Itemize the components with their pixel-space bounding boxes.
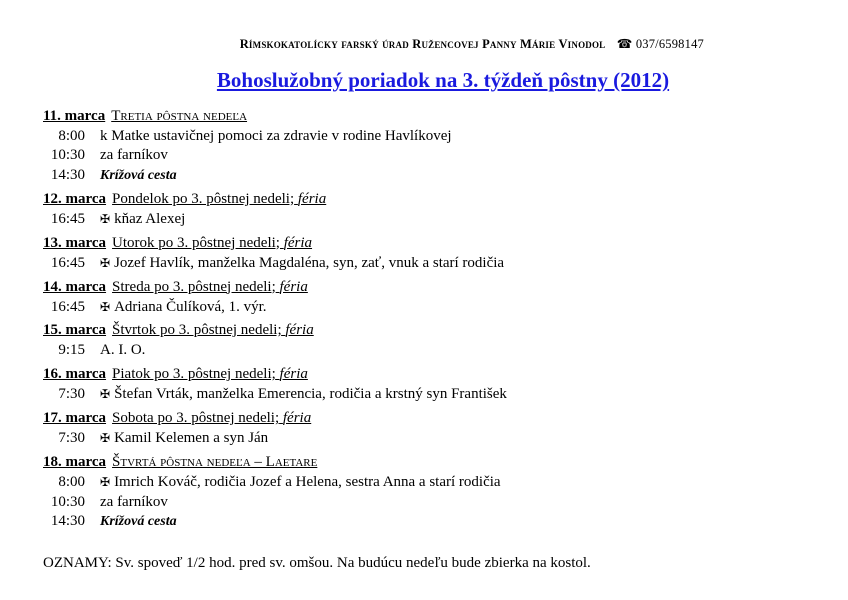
mass-time: 10:30 <box>50 493 85 510</box>
mass-row <box>43 429 823 448</box>
mass-time: 16:45 <box>50 210 85 227</box>
day-date: 16. marca <box>43 366 107 383</box>
cross-icon: ✠ <box>100 387 111 402</box>
cross-icon: ✠ <box>100 475 111 490</box>
day-name: Štvrtok po 3. pôstnej nedeli; <box>112 322 282 339</box>
mass-time: 7:30 <box>58 386 85 403</box>
day-heading-underlined <box>43 108 247 124</box>
feria-label: féria <box>297 190 327 207</box>
mass-row <box>43 473 823 492</box>
schedule-list <box>43 106 823 535</box>
mass-intention-text: za farníkov <box>100 147 168 164</box>
feria-label: féria <box>283 234 313 251</box>
announcements: OZNAMY: Sv. spoveď 1/2 hod. pred sv. omšou. Na budúcu nedeľu bude zbierka na kostol. <box>43 555 591 571</box>
day-heading-underlined <box>43 454 317 470</box>
mass-intention-text: za farníkov <box>100 493 168 510</box>
mass-row <box>43 254 823 273</box>
day-name: Štvrtá pôstna nedeľa – Laetare <box>112 454 318 471</box>
day-date: 14. marca <box>43 278 107 295</box>
mass-intention-text: Jozef Havlík, manželka Magdaléna, syn, zať, vnuk a starí rodičia <box>114 254 505 271</box>
day-heading-underlined <box>43 366 308 382</box>
page-title: Bohoslužobný poriadok na 3. týždeň pôstny (2012) <box>216 68 670 92</box>
day-heading <box>43 233 823 254</box>
mass-intention-text: k Matke ustavičnej pomoci za zdravie v rodine Havlíkovej <box>100 128 452 144</box>
mass-intention <box>100 473 501 492</box>
day-heading <box>43 364 823 385</box>
parish-name: Rímskokatolícky farský úrad Ružencovej Panny Márie Vinodol <box>239 37 606 51</box>
day-date: 15. marca <box>43 322 107 339</box>
day-heading <box>43 106 823 127</box>
mass-intention-text: Štefan Vrták, manželka Emerencia, rodičia a krstný syn František <box>114 386 507 403</box>
day-date: 13. marca <box>43 234 107 251</box>
day-heading-underlined <box>43 322 314 338</box>
mass-row <box>43 166 823 185</box>
mass-intention <box>100 254 504 273</box>
day-heading <box>43 408 823 429</box>
mass-intention <box>100 127 452 146</box>
mass-intention <box>100 210 185 229</box>
telephone-icon: ☎ <box>616 37 633 51</box>
mass-intention-text: Krížová cesta <box>100 167 177 183</box>
day-name: Pondelok po 3. pôstnej nedeli; <box>112 190 295 207</box>
feria-label: féria <box>282 410 312 427</box>
cross-icon: ✠ <box>100 431 111 446</box>
mass-intention <box>100 298 267 317</box>
day-date: 18. marca <box>43 454 107 471</box>
day-heading <box>43 189 823 210</box>
mass-time: 16:45 <box>50 254 85 271</box>
mass-time: 9:15 <box>58 342 85 359</box>
mass-time: 14:30 <box>50 166 85 183</box>
day-date: 17. marca <box>43 410 107 427</box>
day-name: Tretia pôstna nedeľa <box>111 108 248 124</box>
mass-row <box>43 341 823 360</box>
day-block <box>43 106 823 185</box>
mass-intention-text: kňaz Alexej <box>114 210 186 227</box>
day-block <box>43 364 823 404</box>
mass-time: 8:00 <box>58 128 85 144</box>
parish-header <box>240 36 704 52</box>
cross-icon: ✠ <box>100 211 111 226</box>
cross-icon: ✠ <box>100 299 111 314</box>
day-heading-underlined <box>43 191 326 207</box>
day-heading-underlined <box>43 279 308 295</box>
day-heading-underlined <box>43 235 312 251</box>
feria-label: féria <box>285 322 314 339</box>
mass-intention-text: A. I. O. <box>100 342 146 359</box>
mass-time: 10:30 <box>50 147 85 164</box>
mass-row <box>43 512 823 531</box>
mass-intention <box>100 493 168 512</box>
day-block <box>43 320 823 360</box>
mass-intention <box>100 166 177 185</box>
mass-time: 16:45 <box>50 298 85 315</box>
mass-intention <box>100 385 507 404</box>
day-date: 12. marca <box>43 190 107 207</box>
day-block <box>43 277 823 317</box>
mass-intention-text: Adriana Čulíková, 1. výr. <box>114 298 267 315</box>
day-block <box>43 452 823 531</box>
mass-time: 14:30 <box>50 512 85 529</box>
day-block <box>43 233 823 273</box>
day-name: Piatok po 3. pôstnej nedeli; <box>112 366 276 383</box>
mass-intention-text: Kamil Kelemen a syn Ján <box>114 430 269 447</box>
mass-time: 7:30 <box>58 430 85 447</box>
feria-label: féria <box>279 366 308 383</box>
feria-label: féria <box>279 278 308 295</box>
day-heading <box>43 320 823 341</box>
mass-intention-text: Imrich Kováč, rodičia Jozef a Helena, sestra Anna a starí rodičia <box>114 474 501 491</box>
phone-number: 037/6598147 <box>635 37 704 51</box>
day-heading-underlined <box>43 410 311 426</box>
mass-row <box>43 210 823 229</box>
mass-row <box>43 385 823 404</box>
phone-number-block <box>617 37 704 51</box>
day-date: 11. marca <box>43 108 106 124</box>
cross-icon: ✠ <box>100 255 111 270</box>
mass-row <box>43 146 823 165</box>
day-name: Utorok po 3. pôstnej nedeli; <box>112 234 280 251</box>
day-name: Sobota po 3. pôstnej nedeli; <box>112 410 280 427</box>
mass-time: 8:00 <box>58 474 85 491</box>
mass-intention-text: Krížová cesta <box>100 513 177 529</box>
mass-intention <box>100 146 168 165</box>
day-block <box>43 408 823 448</box>
mass-row <box>43 127 823 146</box>
day-block <box>43 189 823 229</box>
day-heading <box>43 277 823 298</box>
mass-intention <box>100 429 268 448</box>
mass-intention <box>100 512 177 531</box>
day-heading <box>43 452 823 473</box>
mass-row <box>43 298 823 317</box>
mass-intention <box>100 341 145 360</box>
day-name: Streda po 3. pôstnej nedeli; <box>112 278 276 295</box>
mass-row <box>43 493 823 512</box>
